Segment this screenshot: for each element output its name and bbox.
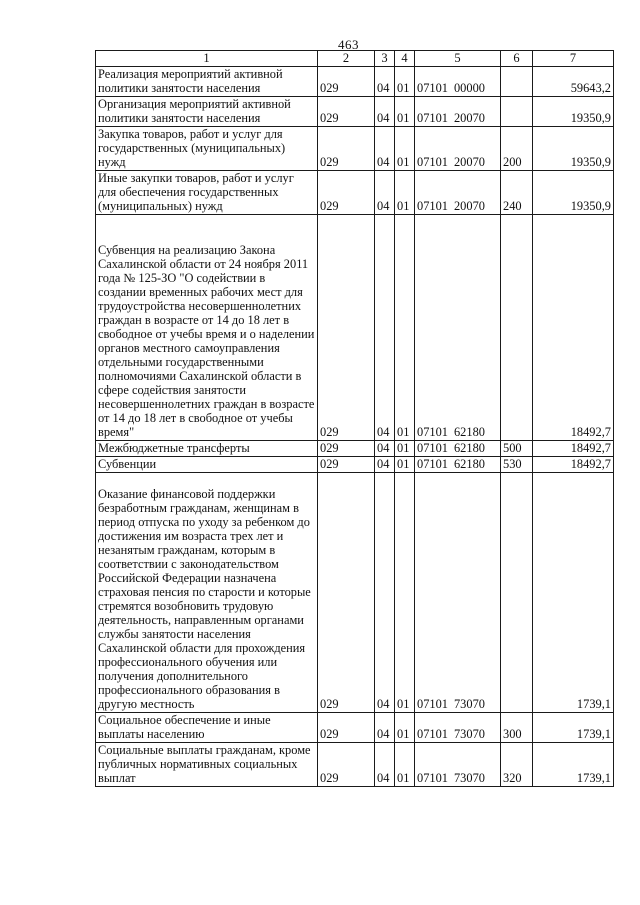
row-sum-cell: 19350,9	[533, 127, 614, 171]
row-sum-cell: 1739,1	[533, 713, 614, 743]
row-subsection-cell: 01	[395, 457, 415, 473]
table-row	[96, 215, 614, 441]
row-subsection-cell: 01	[395, 171, 415, 215]
row-section-cell: 04	[375, 441, 395, 457]
row-section-cell: 04	[375, 473, 395, 713]
row-target-article-cell	[415, 67, 501, 97]
row-expense-type-cell: 500	[501, 441, 533, 457]
row-name-cell: Закупка товаров, работ и услуг для государственных (муниципальных) нужд	[96, 127, 318, 171]
row-section-cell: 04	[375, 171, 395, 215]
col-header-section: 3	[375, 51, 395, 67]
table-row	[96, 127, 614, 171]
header-row	[96, 51, 614, 67]
row-expense-type-cell: 320	[501, 743, 533, 787]
table-row	[96, 743, 614, 787]
row-target-article-cell	[415, 473, 501, 713]
row-name-cell: Субвенция на реализацию Закона Сахалинской области от 24 ноября 2011 года № 125-ЗО "О содействии в создании временных рабочих мест для трудоустройства несовершеннолетних граждан в возрасте от 14 до 18 лет в свободное от учебы время и о наделении органов местного самоуправления отдельными государственными полномочиями Сахалинской области в сфере содействия занятости несовершеннолетних граждан в возрасте от 14 до 18 лет в свободное от учебы время"	[96, 215, 318, 441]
row-expense-type-cell	[501, 67, 533, 97]
row-sum-cell: 19350,9	[533, 97, 614, 127]
target-direction-code: 20070	[453, 155, 485, 169]
target-program-code: 07101	[417, 771, 448, 785]
row-subsection-cell: 01	[395, 127, 415, 171]
row-section-cell: 04	[375, 127, 395, 171]
row-expense-type-cell: 240	[501, 171, 533, 215]
row-admin-code-cell: 029	[318, 473, 375, 713]
target-direction-code: 73070	[453, 697, 485, 711]
target-program-code: 07101	[417, 81, 448, 95]
row-name-cell: Социальные выплаты гражданам, кроме публичных нормативных социальных выплат	[96, 743, 318, 787]
row-subsection-cell: 01	[395, 713, 415, 743]
target-program-code: 07101	[417, 155, 448, 169]
page-number: 463	[338, 37, 359, 52]
row-subsection-cell: 01	[395, 215, 415, 441]
row-target-article-cell	[415, 215, 501, 441]
row-subsection-cell: 01	[395, 441, 415, 457]
target-direction-code: 62180	[453, 441, 485, 455]
target-direction-code: 62180	[453, 457, 485, 471]
target-direction-code: 20070	[453, 199, 485, 213]
row-section-cell: 04	[375, 215, 395, 441]
table-row	[96, 441, 614, 457]
col-header-type: 6	[501, 51, 533, 67]
budget-table	[95, 50, 614, 787]
row-subsection-cell: 01	[395, 743, 415, 787]
target-direction-code: 00000	[453, 81, 485, 95]
row-target-article-cell	[415, 171, 501, 215]
row-sum-cell: 18492,7	[533, 457, 614, 473]
target-program-code: 07101	[417, 441, 448, 455]
row-name-cell: Межбюджетные трансферты	[96, 441, 318, 457]
row-sum-cell: 18492,7	[533, 441, 614, 457]
row-section-cell: 04	[375, 67, 395, 97]
row-expense-type-cell	[501, 473, 533, 713]
target-program-code: 07101	[417, 199, 448, 213]
row-admin-code-cell: 029	[318, 713, 375, 743]
row-admin-code-cell: 029	[318, 127, 375, 171]
row-subsection-cell: 01	[395, 473, 415, 713]
row-expense-type-cell: 200	[501, 127, 533, 171]
row-target-article-cell	[415, 743, 501, 787]
table-row	[96, 457, 614, 473]
col-header-sum: 7	[533, 51, 614, 67]
row-name-cell: Реализация мероприятий активной политики занятости населения	[96, 67, 318, 97]
row-admin-code-cell: 029	[318, 171, 375, 215]
col-header-target: 5	[415, 51, 501, 67]
col-header-name: 1	[96, 51, 318, 67]
row-target-article-cell	[415, 441, 501, 457]
row-expense-type-cell: 530	[501, 457, 533, 473]
row-expense-type-cell: 300	[501, 713, 533, 743]
row-subsection-cell: 01	[395, 67, 415, 97]
row-name-cell: Субвенции	[96, 457, 318, 473]
row-target-article-cell	[415, 457, 501, 473]
row-name-cell: Организация мероприятий активной политики занятости населения	[96, 97, 318, 127]
row-section-cell: 04	[375, 97, 395, 127]
row-name-cell: Оказание финансовой поддержки безработным гражданам, женщинам в период отпуска по уходу за ребенком до достижения им возраста трех лет и незанятым гражданам, которым в соответствии с законодательством Российской Федерации назначена страховая пенсия по старости и которые стремятся возобновить трудовую деятельность, направленным органами службы занятости населения Сахалинской области для прохождения профессионального обучения или получения дополнительного профессионального образования в другую местность	[96, 473, 318, 713]
table-row	[96, 473, 614, 713]
row-admin-code-cell: 029	[318, 97, 375, 127]
table-row	[96, 171, 614, 215]
target-program-code: 07101	[417, 111, 448, 125]
target-program-code: 07101	[417, 457, 448, 471]
target-program-code: 07101	[417, 697, 448, 711]
col-header-subsection: 4	[395, 51, 415, 67]
row-admin-code-cell: 029	[318, 215, 375, 441]
row-section-cell: 04	[375, 743, 395, 787]
target-direction-code: 73070	[453, 727, 485, 741]
row-admin-code-cell: 029	[318, 743, 375, 787]
row-admin-code-cell: 029	[318, 441, 375, 457]
row-target-article-cell	[415, 97, 501, 127]
row-sum-cell: 19350,9	[533, 171, 614, 215]
budget-table-body	[96, 67, 614, 787]
table-row	[96, 713, 614, 743]
row-admin-code-cell: 029	[318, 67, 375, 97]
row-expense-type-cell	[501, 97, 533, 127]
row-admin-code-cell: 029	[318, 457, 375, 473]
col-header-admin: 2	[318, 51, 375, 67]
row-target-article-cell	[415, 713, 501, 743]
table-row	[96, 97, 614, 127]
row-expense-type-cell	[501, 215, 533, 441]
row-section-cell: 04	[375, 457, 395, 473]
row-sum-cell: 1739,1	[533, 473, 614, 713]
row-subsection-cell: 01	[395, 97, 415, 127]
row-name-cell: Социальное обеспечение и иные выплаты населению	[96, 713, 318, 743]
row-sum-cell: 1739,1	[533, 743, 614, 787]
row-sum-cell: 59643,2	[533, 67, 614, 97]
row-name-cell: Иные закупки товаров, работ и услуг для обеспечения государственных (муниципальных) нужд	[96, 171, 318, 215]
target-direction-code: 62180	[453, 425, 485, 439]
row-target-article-cell	[415, 127, 501, 171]
target-direction-code: 20070	[453, 111, 485, 125]
target-program-code: 07101	[417, 425, 448, 439]
row-sum-cell: 18492,7	[533, 215, 614, 441]
table-row	[96, 67, 614, 97]
target-direction-code: 73070	[453, 771, 485, 785]
row-section-cell: 04	[375, 713, 395, 743]
target-program-code: 07101	[417, 727, 448, 741]
